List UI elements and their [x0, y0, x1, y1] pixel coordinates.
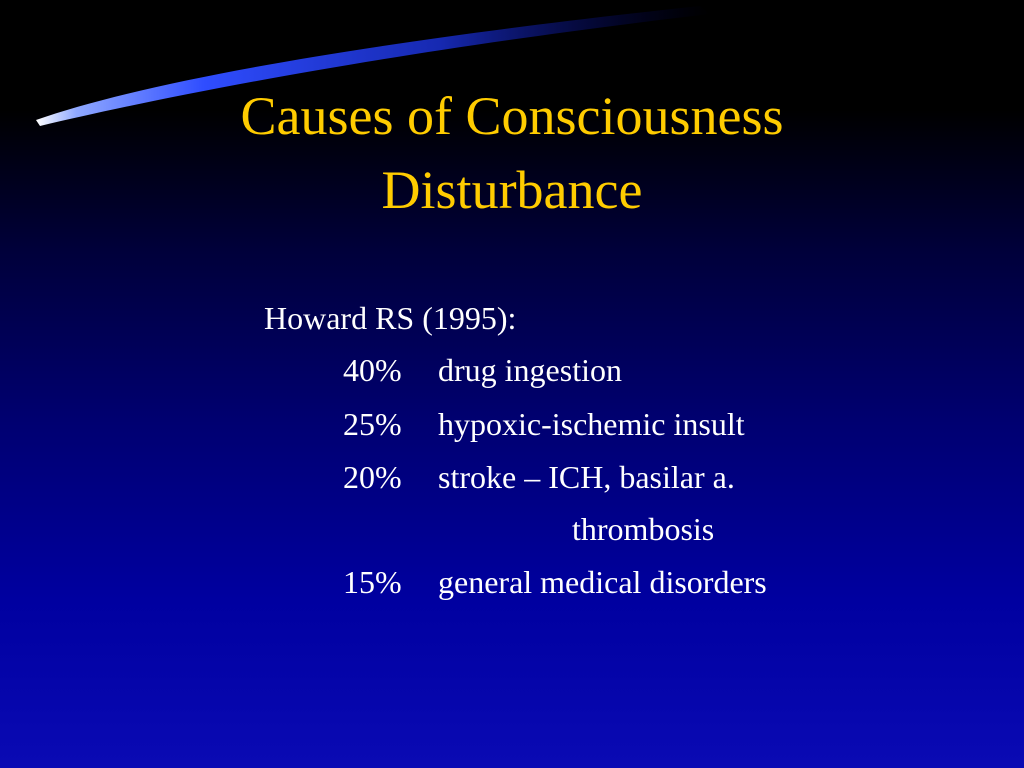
item-percent: 40%: [343, 352, 402, 388]
item-percent: 20%: [343, 459, 402, 495]
item-description: stroke – ICH, basilar a.: [438, 459, 735, 495]
item-description: general medical disorders: [438, 564, 767, 600]
slide-title-line-2: Disturbance: [381, 160, 643, 220]
item-percent: 25%: [343, 406, 402, 442]
item-percent: 15%: [343, 564, 402, 600]
item-description: drug ingestion: [438, 352, 622, 388]
item-description: hypoxic-ischemic insult: [438, 406, 745, 442]
item-description-continuation: thrombosis: [572, 511, 715, 547]
source-citation: Howard RS (1995):: [264, 300, 517, 336]
slide-title-line-1: Causes of Consciousness: [240, 86, 784, 146]
